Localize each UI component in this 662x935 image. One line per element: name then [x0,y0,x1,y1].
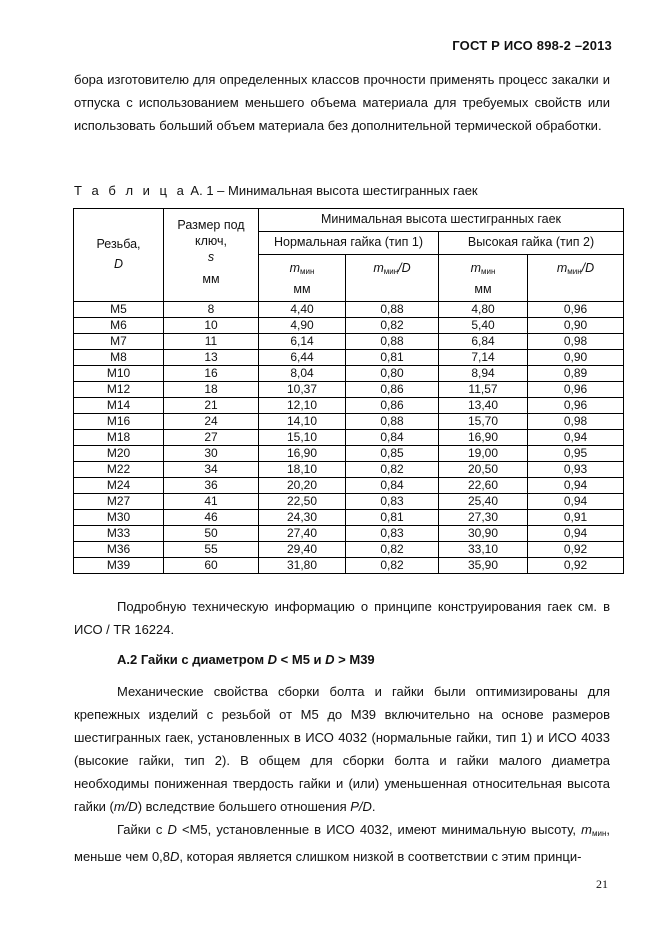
cell-high-mmin: 33,10 [439,542,528,558]
cell-thread: M36 [74,542,164,558]
cell-key-size: 10 [164,318,259,334]
table-caption [74,183,478,198]
table-row [74,318,624,334]
cell-normal-ratio: 0,82 [346,318,439,334]
cell-normal-ratio: 0,84 [346,430,439,446]
cell-thread: M6 [74,318,164,334]
cell-key-size: 60 [164,558,259,574]
cell-normal-mmin: 31,80 [259,558,346,574]
cell-key-size: 34 [164,462,259,478]
cell-high-ratio: 0,92 [528,558,624,574]
col-header-thread: Резьба, D [74,209,164,302]
info-paragraph: Подробную техническую информацию о принципе конструирования гаек см. в ИСО / TR 16224. [74,599,610,637]
cell-high-ratio: 0,96 [528,302,624,318]
cell-thread: M30 [74,510,164,526]
cell-normal-ratio: 0,81 [346,350,439,366]
cell-normal-mmin: 14,10 [259,414,346,430]
cell-high-ratio: 0,92 [528,542,624,558]
table-row [74,430,624,446]
cell-high-ratio: 0,94 [528,430,624,446]
cell-high-mmin: 20,50 [439,462,528,478]
cell-key-size: 27 [164,430,259,446]
cell-normal-mmin: 6,14 [259,334,346,350]
cell-normal-ratio: 0,82 [346,462,439,478]
cell-thread: M10 [74,366,164,382]
cell-normal-mmin: 12,10 [259,398,346,414]
table-row [74,510,624,526]
cell-thread: M8 [74,350,164,366]
cell-normal-mmin: 22,50 [259,494,346,510]
cell-key-size: 13 [164,350,259,366]
cell-key-size: 30 [164,446,259,462]
page-number: 21 [596,877,608,891]
cell-key-size: 16 [164,366,259,382]
col-header-mmin-1: $m_{мин}$ мм [259,255,346,302]
cell-normal-mmin: 29,40 [259,542,346,558]
cell-thread: M12 [74,382,164,398]
cell-normal-ratio: 0,82 [346,542,439,558]
cell-normal-ratio: 0,83 [346,526,439,542]
cell-key-size: 36 [164,478,259,494]
cell-normal-mmin: 4,40 [259,302,346,318]
cell-high-ratio: 0,96 [528,382,624,398]
cell-normal-mmin: 15,10 [259,430,346,446]
cell-key-size: 41 [164,494,259,510]
cell-normal-ratio: 0,88 [346,334,439,350]
cell-high-ratio: 0,94 [528,494,624,510]
table-row [74,382,624,398]
table-row [74,526,624,542]
cell-high-ratio: 0,90 [528,318,624,334]
cell-normal-mmin: 4,90 [259,318,346,334]
table-caption-word: Т а б л и ц а [74,183,187,198]
document-header: ГОСТ Р ИСО 898-2 –2013 [452,38,612,53]
cell-high-ratio: 0,98 [528,414,624,430]
col-header-mmin-2: $m_{мин}$ мм [439,255,528,302]
cell-high-ratio: 0,94 [528,526,624,542]
cell-thread: M18 [74,430,164,446]
section-heading: А.2 Гайки с диаметром D < M5 и D > M39 [117,652,375,667]
cell-thread: M14 [74,398,164,414]
cell-high-mmin: 5,40 [439,318,528,334]
cell-thread: M7 [74,334,164,350]
cell-high-ratio: 0,95 [528,446,624,462]
cell-thread: M24 [74,478,164,494]
cell-thread: M20 [74,446,164,462]
cell-high-ratio: 0,98 [528,334,624,350]
cell-key-size: 8 [164,302,259,318]
table-body [74,302,624,574]
cell-normal-mmin: 16,90 [259,446,346,462]
cell-high-mmin: 25,40 [439,494,528,510]
table-row [74,414,624,430]
cell-high-ratio: 0,94 [528,478,624,494]
intro-paragraph: бора изготовителю для определенных классов прочности применять процесс закалки и отпуска с использованием меньшего объема материала для требуемых свойств или использовать больший объем материала без дополнительной термической обработки. [74,72,610,133]
cell-high-mmin: 19,00 [439,446,528,462]
last-paragraph: Гайки с D <M5, установленные в ИСО 4032, имеют минимальную высоту, $m_{мин}$, меньше чем 0,8D, которая является слишком низкой в соответствии с этим принци- [74,822,610,864]
cell-normal-mmin: 20,20 [259,478,346,494]
cell-thread: M33 [74,526,164,542]
table-row [74,446,624,462]
cell-normal-mmin: 27,40 [259,526,346,542]
cell-key-size: 11 [164,334,259,350]
cell-high-ratio: 0,91 [528,510,624,526]
table-row [74,302,624,318]
cell-key-size: 46 [164,510,259,526]
cell-high-mmin: 11,57 [439,382,528,398]
body-paragraph: Механические свойства сборки болта и гайки были оптимизированы для крепежных изделий с резьбой от М5 до М39 включительно на основе размеров шестигранных гаек, установленных в ИСО 4032 (нормальные гайки, тип 1) и ИСО 4033 (высокие гайки, тип 2). В общем для сборки болта и гайки малого диаметра необходимы пониженная твердость гайки и (или) уменьшенная относительная высота гайки (m/D) вследствие большего отношения P/D. [74,684,610,814]
table-row [74,462,624,478]
cell-high-mmin: 27,30 [439,510,528,526]
cell-high-ratio: 0,89 [528,366,624,382]
table-caption-text: А. 1 – Минимальная высота шестигранных гаек [186,183,478,198]
cell-key-size: 24 [164,414,259,430]
table-row [74,334,624,350]
table-row [74,478,624,494]
cell-normal-ratio: 0,86 [346,382,439,398]
table-row [74,558,624,574]
cell-normal-mmin: 18,10 [259,462,346,478]
cell-key-size: 18 [164,382,259,398]
cell-normal-ratio: 0,88 [346,414,439,430]
cell-normal-ratio: 0,80 [346,366,439,382]
nut-height-table [73,208,624,574]
cell-thread: M39 [74,558,164,574]
cell-high-mmin: 8,94 [439,366,528,382]
cell-normal-mmin: 8,04 [259,366,346,382]
cell-high-mmin: 35,90 [439,558,528,574]
cell-normal-ratio: 0,82 [346,558,439,574]
cell-high-mmin: 16,90 [439,430,528,446]
table-row [74,350,624,366]
col-header-high-nut: Высокая гайка (тип 2) [439,232,624,255]
col-header-ratio-2: $m_{мин}/D$ [528,255,624,302]
cell-key-size: 50 [164,526,259,542]
cell-normal-ratio: 0,81 [346,510,439,526]
cell-thread: M5 [74,302,164,318]
cell-normal-ratio: 0,85 [346,446,439,462]
cell-high-mmin: 22,60 [439,478,528,494]
cell-high-mmin: 7,14 [439,350,528,366]
col-header-ratio-1: $m_{мин}/D$ [346,255,439,302]
cell-high-mmin: 15,70 [439,414,528,430]
cell-normal-ratio: 0,83 [346,494,439,510]
cell-high-mmin: 30,90 [439,526,528,542]
cell-high-mmin: 6,84 [439,334,528,350]
col-header-normal-nut: Нормальная гайка (тип 1) [259,232,439,255]
cell-thread: M27 [74,494,164,510]
cell-key-size: 21 [164,398,259,414]
cell-high-ratio: 0,90 [528,350,624,366]
table-row [74,398,624,414]
cell-normal-mmin: 10,37 [259,382,346,398]
cell-high-mmin: 4,80 [439,302,528,318]
cell-normal-ratio: 0,84 [346,478,439,494]
col-header-min-height: Минимальная высота шестигранных гаек [259,209,624,232]
table-row [74,366,624,382]
cell-high-mmin: 13,40 [439,398,528,414]
cell-thread: M16 [74,414,164,430]
cell-high-ratio: 0,93 [528,462,624,478]
table-row [74,494,624,510]
cell-normal-ratio: 0,86 [346,398,439,414]
cell-normal-ratio: 0,88 [346,302,439,318]
cell-normal-mmin: 24,30 [259,510,346,526]
col-header-key-size: Размер под ключ, s мм [164,209,259,302]
cell-key-size: 55 [164,542,259,558]
cell-high-ratio: 0,96 [528,398,624,414]
cell-thread: M22 [74,462,164,478]
cell-normal-mmin: 6,44 [259,350,346,366]
table-row [74,542,624,558]
